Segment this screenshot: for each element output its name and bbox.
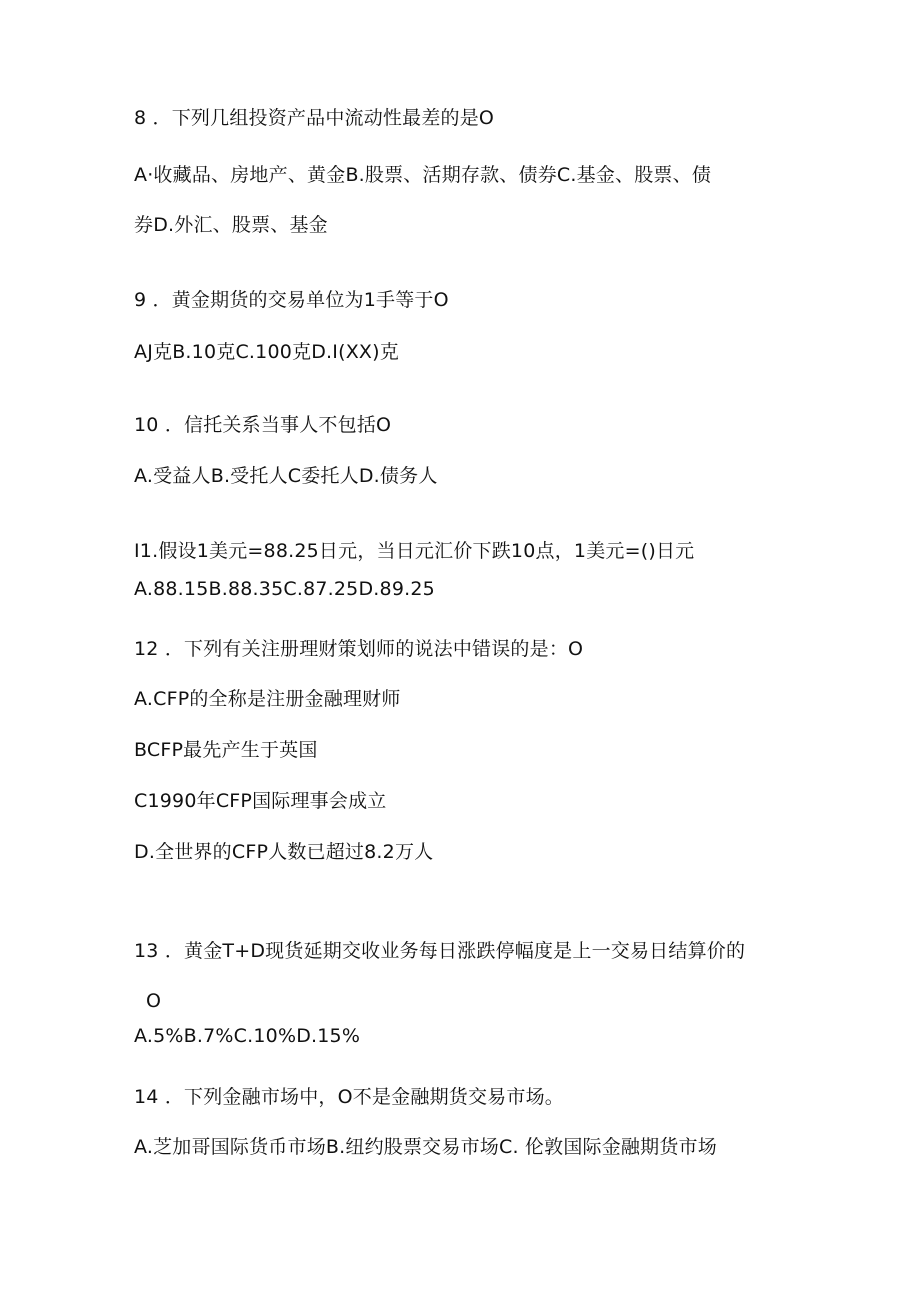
question-14-stem: 14 ．下列金融市场中，O不是金融期货交易市场。 (134, 1086, 564, 1108)
question-12-option-d: D.全世界的CFP人数已超过8.2万人 (134, 841, 434, 863)
question-13-stem: 13 ．黄金T+D现货延期交收业务每日涨跌停幅度是上一交易日结算价的 (134, 940, 746, 962)
question-13-options: A.5%B.7%C.10%D.15% (134, 1025, 361, 1047)
question-10-stem: 10 ．信托关系当事人不包括O (134, 414, 392, 436)
question-12-stem: 12 ．下列有关注册理财策划师的说法中错误的是：O (134, 638, 584, 660)
question-11-stem: I1.假设1美元=88.25日元，当日元汇价下跌10点，1美元=()日元 (134, 540, 695, 562)
question-9-stem: 9 ．黄金期货的交易单位为1手等于O (134, 289, 449, 311)
question-10-options: A.受益人B.受托人C委托人D.债务人 (134, 465, 438, 487)
question-8-options-line-2: 券D.外汇、股票、基金 (134, 214, 328, 236)
question-14-options: A.芝加哥国际货币市场B.纽约股票交易市场C. 伦敦国际金融期货市场 (134, 1136, 717, 1158)
question-12-option-c: C1990年CFP国际理事会成立 (134, 790, 387, 812)
question-9-options: AJ克B.10克C.100克D.I(XX)克 (134, 341, 399, 363)
question-8-stem: 8 ．下列几组投资产品中流动性最差的是O (134, 107, 495, 129)
question-12-option-b: BCFP最先产生于英国 (134, 739, 318, 761)
question-11-options: A.88.15B.88.35C.87.25D.89.25 (134, 578, 435, 600)
question-13-stem-continuation: O (146, 990, 162, 1012)
question-12-option-a: A.CFP的全称是注册金融理财师 (134, 688, 401, 710)
question-8-options-line-1: A·收藏品、房地产、黄金B.股票、活期存款、债券C.基金、股票、债 (134, 164, 712, 186)
